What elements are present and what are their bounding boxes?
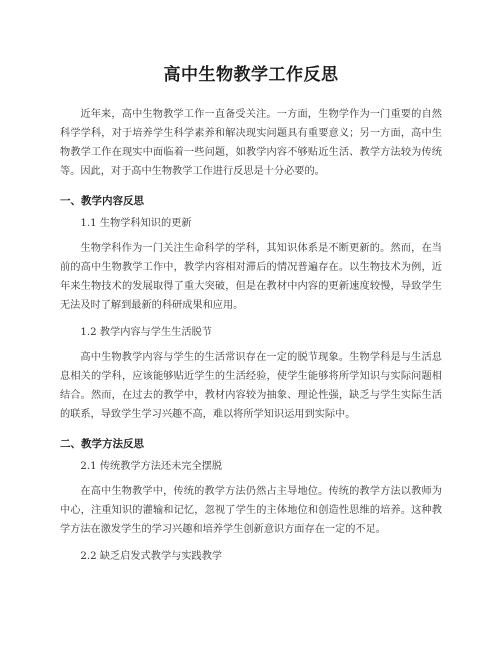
document-title: 高中生物教学工作反思 xyxy=(163,65,339,85)
subsection-heading: 1.2 教学内容与学生生活脱节 xyxy=(80,327,212,338)
subsection-heading: 2.2 缺乏启发式教学与实践教学 xyxy=(80,551,223,562)
body-paragraph: 在高中生物教学中，传统的教学方法仍然占主导地位。传统的教学方法以教师为中心，注重知识的灌输和记忆，忽视了学生的主体地位和创造性思维的培养。这种教学方法在激发学生的学习兴趣和培养学生创新意识方面存在一定的不足。 xyxy=(60,486,442,535)
subsection-heading: 1.1 生物学科知识的更新 xyxy=(80,218,192,229)
section-teaching-methods xyxy=(60,436,442,566)
intro-paragraph: 近年来，高中生物教学工作一直备受关注。一方面，生物学作为一门重要的自然科学学科，对于培养学生科学素养和解决现实问题具有重要意义；另一方面，高中生物教学工作在现实中面临着一些问题，如教学内容不够贴近生活、教学方法较为传统等。因此，对于高中生物教学工作进行反思是十分必要的。 xyxy=(60,109,442,177)
body-paragraph: 生物学科作为一门关注生命科学的学科，其知识体系是不断更新的。然而，在当前的高中生物教学工作中，教学内容相对滞后的情况普遍存在。以生物技术为例，近年来生物技术的发展取得了重大突破，但是在教材中内容的更新速度较慢，导致学生无法及时了解到最新的科研成果和应用。 xyxy=(60,243,442,311)
subsection-heading: 2.1 传统教学方法还未完全摆脱 xyxy=(80,461,223,472)
section-heading: 一、教学内容反思 xyxy=(60,195,144,207)
body-paragraph: 高中生物教学内容与学生的生活常识存在一定的脱节现象。生物学科是与生活息息相关的学科，应该能够贴近学生的生活经验，使学生能够将所学知识与实际问题相结合。然而，在过去的教学中，教材内容较为抽象、理论性强，缺乏与学生实际生活的联系，导致学生学习兴趣不高，难以将所学知识运用到实际中。 xyxy=(60,352,442,420)
section-heading: 二、教学方法反思 xyxy=(60,438,144,450)
section-teaching-content xyxy=(60,193,442,424)
